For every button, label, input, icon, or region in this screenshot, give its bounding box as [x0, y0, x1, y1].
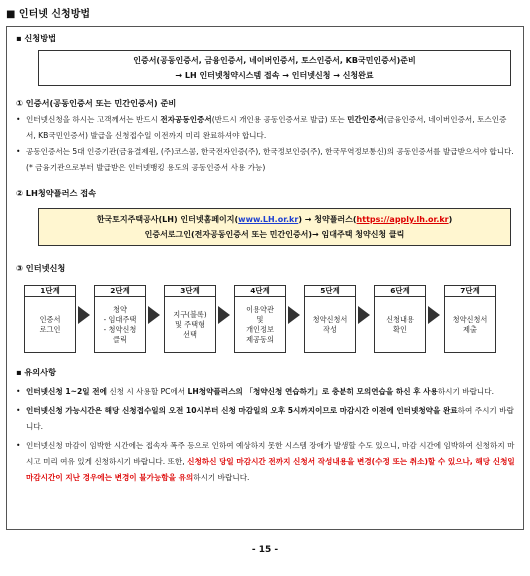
step-description: 신청내용 확인	[386, 314, 414, 334]
lh-access-line-1	[39, 212, 510, 227]
step-label: 4단계	[235, 286, 285, 297]
step3-heading: ③ 인터넷신청	[16, 263, 66, 273]
arrow-right-icon	[288, 306, 300, 324]
step-box-7	[444, 285, 496, 353]
text: 인터넷신청 마감이 임박한 시간에는 접속자 폭주 등으로 인하여 예상하지 못한 시스템 장애가 발생할 수도 있으니, 마감 시간에 임박하여 신청하지 마시고 미리 여유 있게 신청하시기 바랍니다. 또한,	[26, 441, 515, 466]
step-description: 인증서 로그인	[39, 314, 61, 334]
text: 하시기 바랍니다.	[193, 473, 250, 482]
bullet-dot: •	[16, 441, 21, 450]
bullet-dot: •	[16, 387, 21, 396]
arrow-right-icon	[148, 306, 160, 324]
text: 신청 시 사용할 PC에서	[106, 387, 188, 396]
step-label: 1단계	[25, 286, 75, 297]
arrow-right-icon	[218, 306, 230, 324]
step-label: 5단계	[305, 286, 355, 297]
step-box-1	[24, 285, 76, 353]
note-3	[16, 438, 516, 486]
apply-plus-link[interactable]: https://apply.lh.or.kr	[356, 215, 449, 224]
notes-heading: ▪ 유의사항	[16, 367, 57, 377]
note-2	[16, 403, 516, 435]
note-1	[16, 384, 516, 400]
step-box-4	[234, 285, 286, 353]
text: (반드시 개인용 공동인증서로 발급) 또는	[211, 115, 348, 124]
text: 인터넷신청을 하시는 고객께서는 반드시	[26, 115, 161, 124]
step-description: 청약신청서 제출	[452, 314, 488, 334]
step-label: 7단계	[445, 286, 495, 297]
step-description: 청약 - 임대주택 - 청약신청 클릭	[103, 304, 137, 344]
notes-bullets	[16, 384, 516, 486]
text-bold: LH청약플러스의 「청약신청 연습하기」로 충분히 모의연습을 하신 후 사용	[187, 387, 438, 396]
bullet-dot: •	[16, 406, 21, 415]
text-bold: 민간인증서	[347, 115, 384, 124]
text-bold: 인터넷신청 1~2일 전에	[26, 387, 107, 396]
bullet-dot: •	[16, 115, 21, 124]
step1-bullet-2	[16, 144, 516, 176]
text: (금융인증서, 네이버인증서, 토스인증서, KB국민인증서) 발급을 신청접수일 이전까지 미리 완료하셔야 합니다.	[26, 115, 507, 140]
step-box-2	[94, 285, 146, 353]
arrow-right-icon	[358, 306, 370, 324]
step-description: 이용약관 및 개인정보 제공동의	[246, 304, 274, 344]
step-label: 3단계	[165, 286, 215, 297]
arrow-right-icon	[78, 306, 90, 324]
step1-bullet-1	[16, 112, 516, 144]
step1-bullets	[16, 112, 516, 176]
text-red-warning: 신청하신 당일 마감시간 전까지 신청서 작성내용을 변경(수정 또는 취소)할 수 있으나, 해당 신청일 마감시간이 지난 경우에는 변경이 불가능함을 유의	[26, 457, 515, 482]
text: )	[448, 215, 453, 224]
method-line-1: 인증서(공동인증서, 금융인증서, 네이버인증서, 토스인증서, KB국민인증서)준비	[133, 56, 416, 65]
step-box-6	[374, 285, 426, 353]
section-title: ■ 인터넷 신청방법	[6, 9, 91, 20]
step1-heading: ① 인증서(공동인증서 또는 민간인증서) 준비	[16, 98, 177, 108]
lh-access-line-2: 인증서로그인(전자공동인증서 또는 민간인증서)→ 임대주택 청약신청 클릭	[144, 230, 405, 239]
step-box-3	[164, 285, 216, 353]
step-description: 청약신청서 작성	[312, 314, 348, 334]
text: 하시기 바랍니다.	[437, 387, 495, 396]
method-line-2: → LH 인터넷청약시스템 접속 → 인터넷신청 → 신청완료	[175, 71, 374, 80]
lh-homepage-link[interactable]: www.LH.or.kr	[238, 215, 299, 224]
step-box-5	[304, 285, 356, 353]
method-heading: ▪ 신청방법	[16, 33, 57, 43]
step-label: 2단계	[95, 286, 145, 297]
method-summary-box	[38, 50, 511, 86]
text-bold: 인터넷신청 가능시간은 해당 신청접수일의 오전 10시부터 신청 마감일의 오후 5시까지이므로 마감시간 이전에 인터넷청약을 완료	[26, 406, 458, 415]
page-number: - 15 -	[251, 545, 279, 555]
lh-access-box	[38, 208, 511, 246]
text-bold: 전자공동인증서	[160, 115, 212, 124]
bullet-dot: •	[16, 147, 21, 156]
text: ) → 청약플러스(	[298, 215, 357, 224]
step-description: 지구(블록) 및 주택형 선택	[173, 309, 207, 339]
arrow-right-icon	[428, 306, 440, 324]
text: 한국토지주택공사(LH) 인터넷홈페이지(	[96, 215, 239, 224]
step2-heading: ② LH청약플러스 접속	[16, 188, 97, 198]
text: 공동인증서는 5대 인증기관(금융결제원, (주)코스콤, 한국전자인증(주), 한국정보인증(주), 한국무역정보통신)의 공동인증서를 발급받으셔야 합니다. (* 금융기관으로부터 발급받은 인터넷뱅킹 용도의 공동인증서 사용 가능)	[26, 147, 514, 172]
step-label: 6단계	[375, 286, 425, 297]
text: 하여 주시기 바랍니다.	[26, 406, 514, 431]
